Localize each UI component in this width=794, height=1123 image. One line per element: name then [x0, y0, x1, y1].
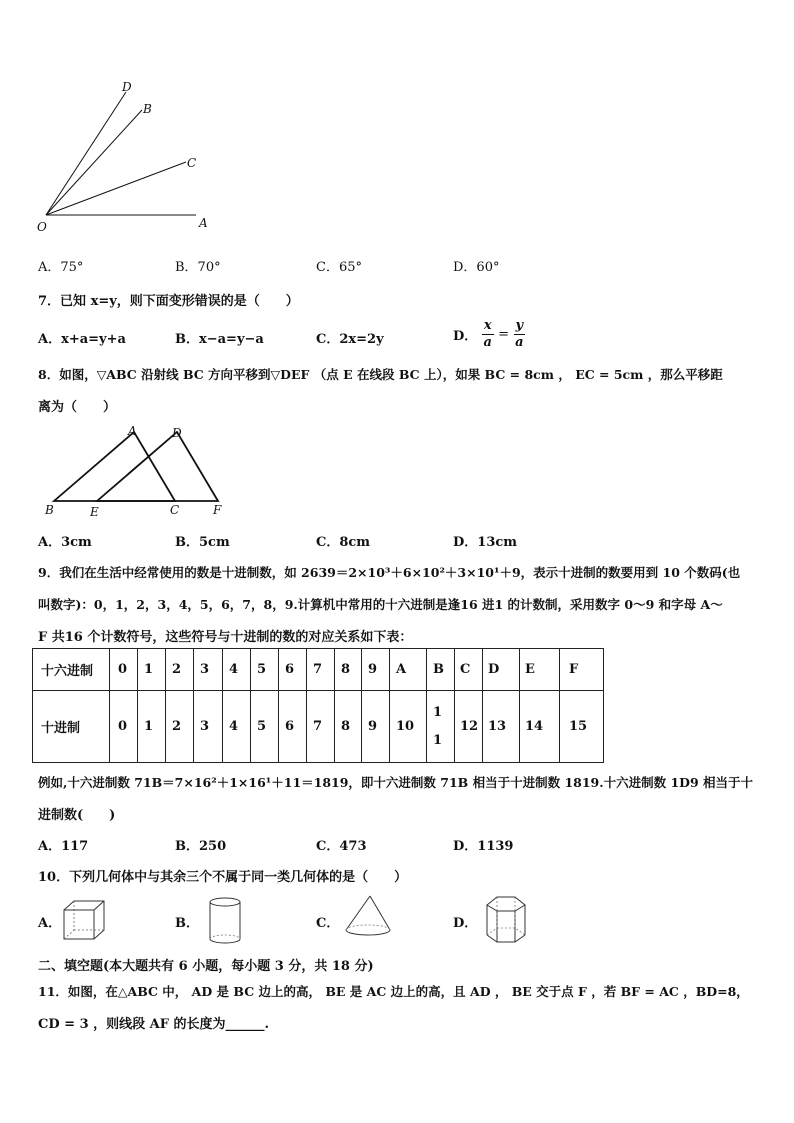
table-cell: C — [455, 649, 483, 691]
table-cell: 3 — [194, 691, 223, 763]
q9-option-c: C．473 — [316, 839, 367, 854]
triangle-def — [97, 432, 218, 501]
label-b: B — [45, 503, 54, 517]
q8-option-c: C．8cm — [316, 535, 371, 550]
q9-option-b: B．250 — [175, 839, 227, 854]
frac-num-y: y — [515, 318, 524, 333]
table-cell: 0 — [110, 649, 138, 691]
label-c: C — [187, 156, 197, 170]
q7-option-d-prefix: D． — [453, 329, 478, 344]
q11-line2: CD = 3 ，则线段 AF 的长度为______. — [38, 1017, 270, 1032]
q9-option-d: D．1139 — [453, 839, 514, 854]
table-cell: 9 — [362, 691, 390, 763]
fraction-y-over-a — [514, 318, 526, 351]
equals-sign: = — [498, 327, 510, 342]
ray-ob — [46, 110, 142, 215]
ray-od — [46, 92, 126, 215]
table-cell: 9 — [362, 649, 390, 691]
label-o: O — [37, 220, 47, 234]
q8-stem-line1: 8．如图，▽ABC 沿射线 BC 方向平移到▽DEF （点 E 在线段 BC 上），如果 BC = 8cm ， EC = 5cm ，那么平移距 — [38, 367, 723, 382]
table-cell: 6 — [279, 691, 307, 763]
q8-option-a: A．3cm — [38, 535, 92, 550]
table-cell: 2 — [166, 649, 194, 691]
table-cell: 14 — [520, 691, 560, 763]
label-a: A — [128, 424, 137, 438]
table-cell: 3 — [194, 649, 223, 691]
label-d: D — [122, 80, 132, 94]
table-cell: 8 — [335, 691, 362, 763]
table-cell: A — [390, 649, 427, 691]
q10-stem: 10．下列几何体中与其余三个不属于同一类几何体的是（ ） — [38, 870, 408, 885]
table-cell: 6 — [279, 649, 307, 691]
table-cell: 13 — [483, 691, 520, 763]
frac-den-a: a — [483, 335, 492, 350]
label-f: F — [213, 503, 222, 517]
section-heading-fill-in: 二、填空题(本大题共有 6 小题，每小题 3 分，共 18 分) — [38, 959, 374, 974]
translation-figure — [40, 422, 240, 522]
ray-oc — [46, 162, 186, 215]
q10-option-a-label: A． — [38, 916, 62, 931]
label-b: B — [143, 102, 152, 116]
table-row-dec — [33, 691, 604, 763]
table-cell: 1 1 — [427, 691, 455, 763]
table-cell: 12 — [455, 691, 483, 763]
frac-den-a2: a — [515, 335, 524, 350]
q10-option-b-label: B． — [175, 916, 199, 931]
q9-after-line1: 例如,十六进制数 71B＝7×16²＋1×16¹＋11＝1819，即十六进制数 71B 相当于十进制数 1819.十六进制数 1D9 相当于十 — [38, 775, 754, 790]
cylinder-icon — [206, 895, 244, 947]
label-e: E — [90, 505, 99, 519]
table-cell: 15 — [560, 691, 604, 763]
frac-num-x: x — [483, 318, 492, 333]
q7-stem: 7．已知 x=y，则下面变形错误的是（ ） — [38, 294, 299, 309]
table-cell: 7 — [307, 691, 335, 763]
table-cell: 7 — [307, 649, 335, 691]
table-row-hex — [33, 649, 604, 691]
cone-icon — [338, 893, 398, 941]
table-cell: E — [520, 649, 560, 691]
q7-option-c: C．2x=2y — [316, 332, 384, 347]
table-cell: B — [427, 649, 455, 691]
table-cell-head: 十六进制 — [33, 649, 110, 691]
label-a: A — [199, 216, 208, 230]
table-cell: 1 — [138, 691, 166, 763]
q9-after-line2: 进制数( ) — [38, 808, 116, 823]
q6-option-d: D．60° — [453, 260, 500, 275]
q10-option-d-label: D． — [453, 916, 478, 931]
q9-stem-line3: F 共16 个计数符号，这些符号与十进制的数的对应关系如下表： — [38, 630, 413, 645]
table-cell: 5 — [251, 691, 279, 763]
hex-decimal-table — [32, 648, 604, 763]
q6-option-c: C．65° — [316, 260, 362, 275]
table-cell: 8 — [335, 649, 362, 691]
table-cell: D — [483, 649, 520, 691]
table-cell: 0 — [110, 691, 138, 763]
q7-option-b: B．x−a=y−a — [175, 332, 264, 347]
label-c: C — [170, 503, 180, 517]
q9-option-a: A．117 — [38, 839, 89, 854]
q11-line1: 11．如图，在△ABC 中， AD 是 BC 边上的高， BE 是 AC 边上的高，且 AD ， BE 交于点 F ，若 BF = AC ，BD=8， — [38, 984, 749, 999]
q8-stem-line2: 离为（ ） — [38, 400, 117, 415]
q9-stem-line2: 叫数字)：0，1，2，3，4，5，6，7，8，9.计算机中常用的十六进制是逢16 进1 的计数制，采用数字 0～9 和字母 A～ — [38, 597, 723, 612]
q8-option-d: D．13cm — [453, 535, 518, 550]
q7-option-a: A．x+a=y+a — [38, 332, 126, 347]
q6-option-b: B．70° — [175, 260, 221, 275]
q7-option-d — [453, 318, 525, 351]
table-cell: 1 — [138, 649, 166, 691]
table-cell: 5 — [251, 649, 279, 691]
q6-option-a: A．75° — [38, 260, 84, 275]
prism-icon — [483, 893, 529, 947]
table-cell: F — [560, 649, 604, 691]
q8-option-b: B．5cm — [175, 535, 230, 550]
table-cell: 4 — [223, 649, 251, 691]
triangle-abc — [54, 432, 175, 501]
angle-figure — [30, 78, 230, 238]
cube-icon — [60, 897, 110, 943]
table-cell: 2 — [166, 691, 194, 763]
fraction-x-over-a — [482, 318, 494, 351]
table-cell-head: 十进制 — [33, 691, 110, 763]
q10-option-c-label: C． — [316, 916, 340, 931]
q9-stem-line1: 9．我们在生活中经常使用的数是十进制数，如 2639＝2×10³＋6×10²＋3×10¹＋9，表示十进制的数要用到 10 个数码(也 — [38, 565, 741, 580]
label-d: D — [172, 426, 182, 440]
table-cell: 10 — [390, 691, 427, 763]
table-cell: 4 — [223, 691, 251, 763]
